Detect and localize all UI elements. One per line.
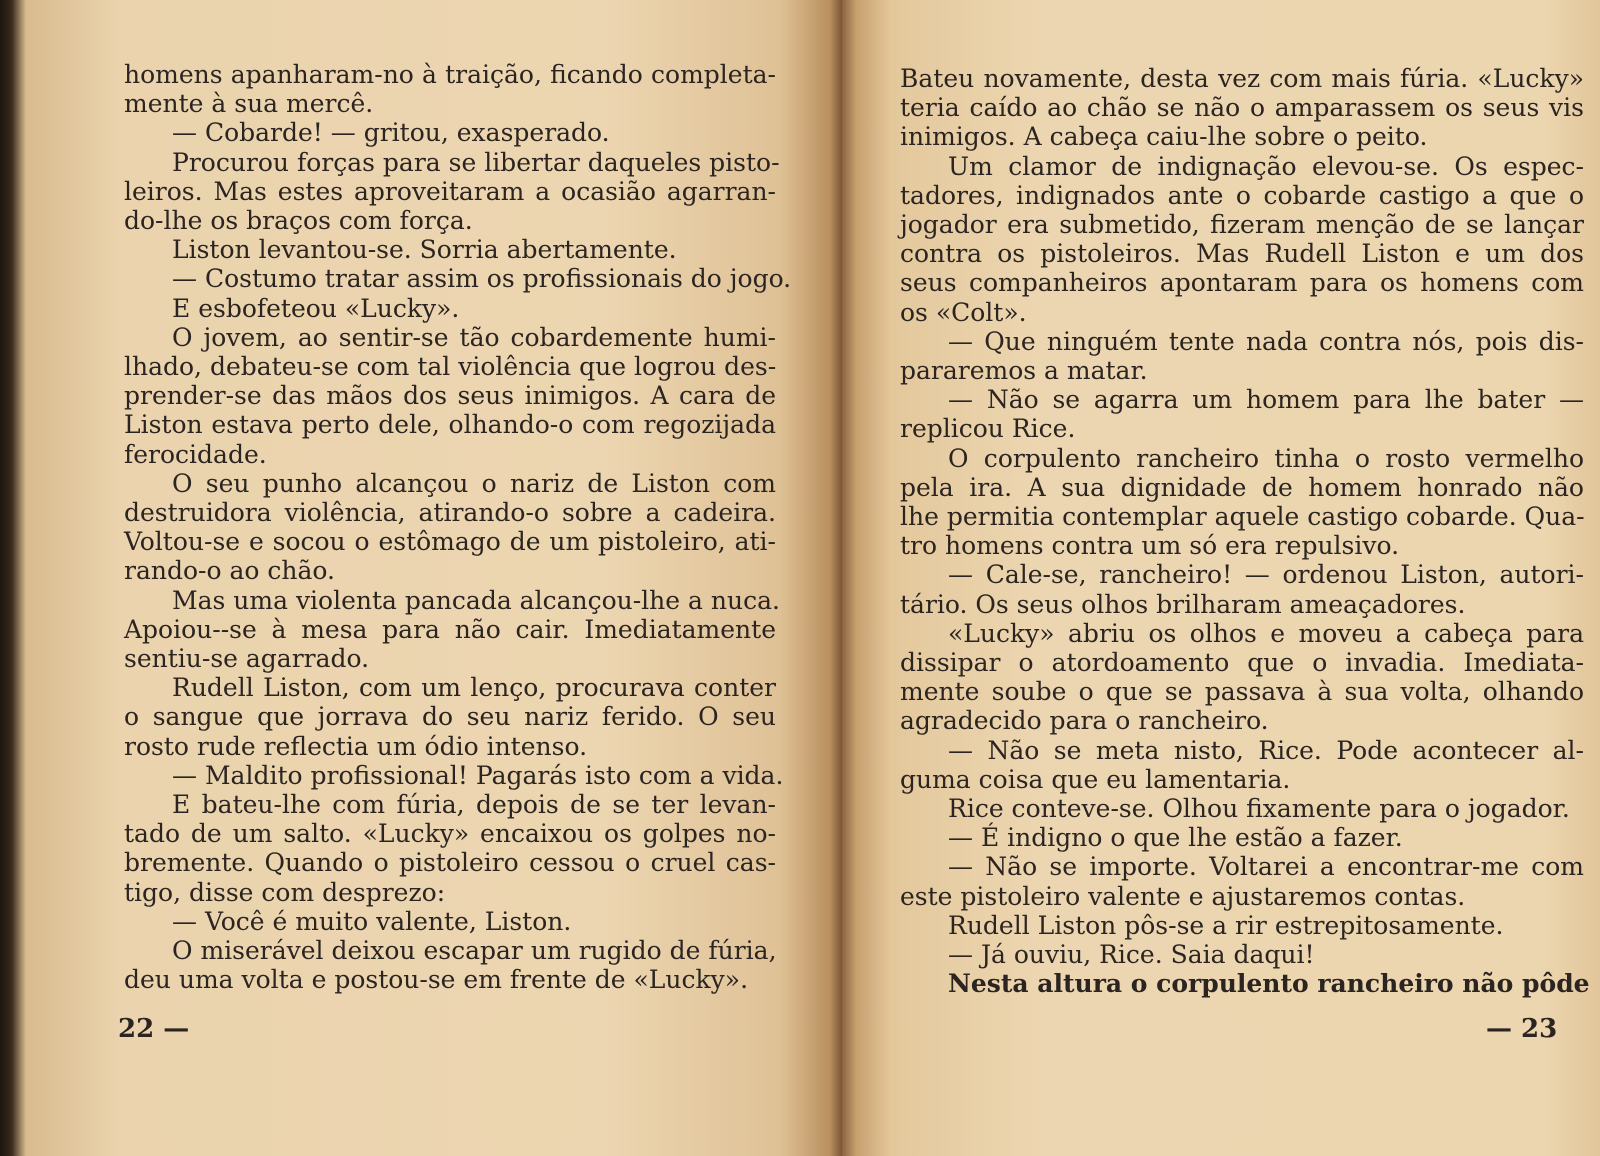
text-line: mente à sua mercê. [124,89,374,119]
text-line: Voltou-se e socou o estômago de um pistoleiro, ati- [124,527,776,557]
text-line: Liston estava perto dele, olhando-o com regozijada [124,410,776,440]
right-page-number: — 23 [1486,1014,1558,1044]
text-line: — Maldito profissional! Pagarás isto com a vida. [172,760,784,790]
text-line: dissipar o atordoamento que o invadia. Imediata- [900,648,1584,678]
text-line: — Não se agarra um homem para lhe bater — [948,385,1584,415]
text-line: — É indigno o que lhe estão a fazer. [948,823,1403,853]
text-line: — Não se meta nisto, Rice. Pode acontecer al- [948,735,1584,765]
text-line: o sangue que jorrava do seu nariz ferido. O seu [124,702,776,732]
text-line: bremente. Quando o pistoleiro cessou o cruel cas- [124,848,776,878]
text-line: deu uma volta e postou-se em frente de «Lucky». [124,965,749,995]
left-page-text [124,60,792,995]
text-line: Rice conteve-se. Olhou fixamente para o jogador. [948,794,1570,824]
text-line: — Você é muito valente, Liston. [172,906,572,936]
text-line: tadores, indignados ante o cobarde castigo a que o [900,180,1584,210]
text-line: «Lucky» abriu os olhos e moveu a cabeça para [948,618,1584,648]
text-line: os «Colt». [900,297,1027,327]
text-line: tário. Os seus olhos brilharam ameaçadores. [900,589,1466,619]
text-line: E esbofeteou «Lucky». [172,293,460,323]
text-line: — Que ninguém tente nada contra nós, pois dis- [948,326,1584,356]
text-line: leiros. Mas estes aproveitaram a ocasião agarran- [124,176,776,206]
text-line: homens apanharam-no à traição, ficando completa- [124,60,776,89]
text-line: — Costumo tratar assim os profissionais do jogo. [172,264,792,294]
text-line: replicou Rice. [900,414,1076,444]
text-line: Apoiou--se à mesa para não cair. Imediatamente [124,614,776,644]
text-line: mente soube o que se passava à sua volta, olhando [900,677,1584,707]
text-line: seus companheiros apontaram para os homens com [900,268,1584,298]
text-line: E bateu-lhe com fúria, depois de se ter levan- [172,790,776,820]
right-page [842,0,1600,1156]
text-line: pela ira. A sua dignidade de homem honrado não [900,472,1584,502]
text-line: O seu punho alcançou o nariz de Liston com [172,468,776,498]
text-line: inimigos. A cabeça caiu-lhe sobre o peito. [900,122,1428,152]
text-line: rando-o ao chão. [124,556,335,586]
text-line: jogador era submetido, fizeram menção de se lançar [900,210,1584,240]
text-line: destruidora violência, atirando-o sobre a cadeira. [124,498,776,528]
text-line: Liston levantou-se. Sorria abertamente. [172,235,677,265]
text-line: teria caído ao chão se não o amparassem os seus vis [900,93,1584,123]
text-line: Rudell Liston pôs-se a rir estrepitosamente. [948,910,1504,940]
text-line: rosto rude reflectia um ódio intenso. [124,731,588,761]
text-line: lhado, debateu-se com tal violência que logrou des- [124,352,777,382]
text-line: — Cale-se, rancheiro! — ordenou Liston, autori- [948,560,1584,590]
text-line: Rudell Liston, com um lenço, procurava conter [172,673,776,703]
text-line: ferocidade. [124,439,267,469]
text-line: Nesta altura o corpulento rancheiro não pôde [948,969,1590,999]
text-line: pararemos a matar. [900,356,1148,386]
text-line: O miserável deixou escapar um rugido de fúria, [172,936,777,966]
text-line: Procurou forças para se libertar daqueles pisto- [172,147,780,177]
text-line: Bateu novamente, desta vez com mais fúria. «Lucky» [900,64,1584,93]
text-line: sentiu-se agarrado. [124,644,370,674]
left-page-number: 22 — [118,1014,190,1044]
text-line: Um clamor de indignação elevou-se. Os espec- [948,151,1584,181]
text-line: agradecido para o rancheiro. [900,706,1269,736]
text-line: — Não se importe. Voltarei a encontrar-me com [948,852,1584,882]
text-line: tro homens contra um só era repulsivo. [900,531,1400,561]
text-line: prender-se das mãos dos seus inimigos. A cara de [124,381,776,411]
text-line: tado de um salto. «Lucky» encaixou os golpes no- [124,819,776,849]
text-line: do-lhe os braços com força. [124,206,473,236]
right-page-text [900,64,1590,999]
text-line: tigo, disse com desprezo: [124,877,446,907]
text-line: este pistoleiro valente e ajustaremos contas. [900,881,1466,911]
text-line: lhe permitia contemplar aquele castigo cobarde. Qua- [900,502,1585,532]
text-line: contra os pistoleiros. Mas Rudell Liston e um dos [900,239,1584,269]
text-line: O corpulento rancheiro tinha o rosto vermelho [948,443,1584,473]
text-line: guma coisa que eu lamentaria. [900,764,1291,794]
text-line: — Já ouviu, Rice. Saia daqui! [948,940,1315,970]
text-line: Mas uma violenta pancada alcançou-lhe a nuca. [172,585,780,615]
text-line: — Cobarde! — gritou, exasperado. [172,118,610,148]
text-line: O jovem, ao sentir-se tão cobardemente humi- [172,322,776,352]
